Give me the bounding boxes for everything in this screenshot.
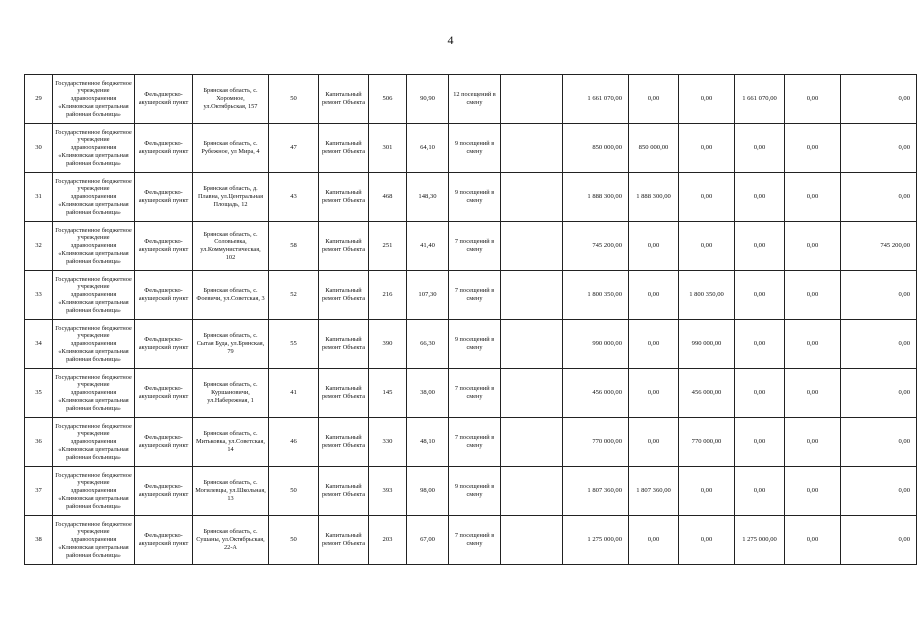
cell-year1: 0,00: [629, 222, 679, 271]
cell-col7: 330: [369, 418, 407, 467]
cell-col7: 145: [369, 369, 407, 418]
cell-col10: [501, 369, 563, 418]
cell-col5: 50: [269, 516, 319, 565]
cell-address: Брянская область, с. Соловьевка, ул.Коммунистическая, 102: [193, 222, 269, 271]
page-number: 4: [447, 33, 454, 47]
table-row: [25, 75, 917, 124]
cell-col7: 301: [369, 124, 407, 173]
cell-year4: 0,00: [785, 271, 841, 320]
cell-total: 770 000,00: [563, 418, 629, 467]
cell-col10: [501, 173, 563, 222]
cell-col5: 43: [269, 173, 319, 222]
cell-col10: [501, 467, 563, 516]
cell-row-number: 37: [25, 467, 53, 516]
cell-col7: 393: [369, 467, 407, 516]
cell-address: Брянская область, с. Могилевцы, ул.Школьная, 13: [193, 467, 269, 516]
cell-total: 990 000,00: [563, 320, 629, 369]
cell-work-type: Капитальный ремонт Объекта: [319, 516, 369, 565]
cell-col5: 55: [269, 320, 319, 369]
cell-row-number: 33: [25, 271, 53, 320]
cell-total: 1 275 000,00: [563, 516, 629, 565]
cell-year1: 0,00: [629, 418, 679, 467]
table-body: [25, 75, 917, 565]
cell-year4: 0,00: [785, 222, 841, 271]
cell-year5: 0,00: [841, 320, 917, 369]
cell-col8: 90,90: [407, 75, 449, 124]
cell-work-type: Капитальный ремонт Объекта: [319, 320, 369, 369]
table-row: [25, 222, 917, 271]
cell-capacity: 7 посещений в смену: [449, 418, 501, 467]
cell-total: 745 200,00: [563, 222, 629, 271]
cell-col7: 506: [369, 75, 407, 124]
table-row: [25, 418, 917, 467]
cell-col10: [501, 75, 563, 124]
cell-col10: [501, 418, 563, 467]
cell-total: 1 807 360,00: [563, 467, 629, 516]
cell-row-number: 38: [25, 516, 53, 565]
cell-institution: Государственное бюджетное учреждение здравоохранения «Климовская центральная районная больница»: [53, 124, 135, 173]
cell-col8: 107,30: [407, 271, 449, 320]
cell-address: Брянская область, с. Куршановичи, ул.Набережная, 1: [193, 369, 269, 418]
cell-object-type: Фельдшерско-акушерский пункт: [135, 222, 193, 271]
table-row: [25, 369, 917, 418]
cell-object-type: Фельдшерско-акушерский пункт: [135, 271, 193, 320]
cell-year4: 0,00: [785, 320, 841, 369]
cell-work-type: Капитальный ремонт Объекта: [319, 467, 369, 516]
cell-year4: 0,00: [785, 75, 841, 124]
cell-col10: [501, 124, 563, 173]
cell-year2: 456 000,00: [679, 369, 735, 418]
cell-year3: 0,00: [735, 369, 785, 418]
cell-col7: 203: [369, 516, 407, 565]
cell-year2: 0,00: [679, 467, 735, 516]
objects-table: [24, 74, 917, 565]
cell-year5: 0,00: [841, 516, 917, 565]
cell-work-type: Капитальный ремонт Объекта: [319, 369, 369, 418]
cell-col10: [501, 320, 563, 369]
cell-capacity: 12 посещений в смену: [449, 75, 501, 124]
cell-col8: 148,30: [407, 173, 449, 222]
cell-year5: 745 200,00: [841, 222, 917, 271]
cell-year2: 990 000,00: [679, 320, 735, 369]
cell-year5: 0,00: [841, 75, 917, 124]
cell-year5: 0,00: [841, 124, 917, 173]
cell-year4: 0,00: [785, 516, 841, 565]
cell-work-type: Капитальный ремонт Объекта: [319, 222, 369, 271]
cell-object-type: Фельдшерско-акушерский пункт: [135, 75, 193, 124]
cell-address: Брянская область, с. Хоромное, ул.Октябрьская, 157: [193, 75, 269, 124]
cell-institution: Государственное бюджетное учреждение здравоохранения «Климовская центральная районная больница»: [53, 467, 135, 516]
cell-year2: 0,00: [679, 222, 735, 271]
cell-year4: 0,00: [785, 418, 841, 467]
cell-address: Брянская область, д. Плавна, ул.Центральная Площадь, 12: [193, 173, 269, 222]
table-row: [25, 124, 917, 173]
cell-col8: 38,00: [407, 369, 449, 418]
cell-year3: 0,00: [735, 271, 785, 320]
cell-capacity: 9 посещений в смену: [449, 124, 501, 173]
cell-year5: 0,00: [841, 418, 917, 467]
cell-institution: Государственное бюджетное учреждение здравоохранения «Климовская центральная районная больница»: [53, 418, 135, 467]
cell-col7: 468: [369, 173, 407, 222]
cell-year5: 0,00: [841, 271, 917, 320]
cell-col5: 50: [269, 75, 319, 124]
cell-year3: 0,00: [735, 222, 785, 271]
cell-row-number: 34: [25, 320, 53, 369]
cell-col7: 216: [369, 271, 407, 320]
cell-work-type: Капитальный ремонт Объекта: [319, 271, 369, 320]
cell-capacity: 9 посещений в смену: [449, 320, 501, 369]
cell-year2: 0,00: [679, 124, 735, 173]
table-row: [25, 271, 917, 320]
cell-year2: 0,00: [679, 516, 735, 565]
cell-capacity: 7 посещений в смену: [449, 222, 501, 271]
cell-year2: 0,00: [679, 173, 735, 222]
table-row: [25, 173, 917, 222]
cell-row-number: 36: [25, 418, 53, 467]
cell-year5: 0,00: [841, 369, 917, 418]
cell-address: Брянская область, с. Фоевичи, ул.Советская, 3: [193, 271, 269, 320]
cell-capacity: 9 посещений в смену: [449, 467, 501, 516]
cell-year1: 0,00: [629, 516, 679, 565]
cell-address: Брянская область, с. Сушаны, ул.Октябрьская, 22-А: [193, 516, 269, 565]
cell-year1: 1 888 300,00: [629, 173, 679, 222]
cell-total: 1 888 300,00: [563, 173, 629, 222]
cell-col8: 66,30: [407, 320, 449, 369]
cell-capacity: 9 посещений в смену: [449, 173, 501, 222]
cell-total: 456 000,00: [563, 369, 629, 418]
cell-col5: 47: [269, 124, 319, 173]
cell-object-type: Фельдшерско-акушерский пункт: [135, 467, 193, 516]
cell-col5: 58: [269, 222, 319, 271]
cell-year3: 0,00: [735, 320, 785, 369]
cell-col8: 48,10: [407, 418, 449, 467]
cell-capacity: 7 посещений в смену: [449, 516, 501, 565]
cell-year1: 1 807 360,00: [629, 467, 679, 516]
cell-row-number: 30: [25, 124, 53, 173]
cell-year4: 0,00: [785, 467, 841, 516]
cell-object-type: Фельдшерско-акушерский пункт: [135, 369, 193, 418]
cell-year1: 0,00: [629, 271, 679, 320]
cell-object-type: Фельдшерско-акушерский пункт: [135, 516, 193, 565]
cell-year3: 0,00: [735, 124, 785, 173]
cell-col7: 251: [369, 222, 407, 271]
cell-work-type: Капитальный ремонт Объекта: [319, 124, 369, 173]
cell-year5: 0,00: [841, 173, 917, 222]
cell-year3: 0,00: [735, 418, 785, 467]
cell-year2: 770 000,00: [679, 418, 735, 467]
cell-year3: 1 661 070,00: [735, 75, 785, 124]
cell-row-number: 35: [25, 369, 53, 418]
cell-capacity: 7 посещений в смену: [449, 271, 501, 320]
cell-year1: 850 000,00: [629, 124, 679, 173]
table-row: [25, 516, 917, 565]
cell-total: 850 000,00: [563, 124, 629, 173]
cell-year1: 0,00: [629, 75, 679, 124]
cell-col10: [501, 271, 563, 320]
cell-col5: 50: [269, 467, 319, 516]
cell-institution: Государственное бюджетное учреждение здравоохранения «Климовская центральная районная больница»: [53, 75, 135, 124]
cell-col10: [501, 516, 563, 565]
cell-object-type: Фельдшерско-акушерский пункт: [135, 124, 193, 173]
cell-work-type: Капитальный ремонт Объекта: [319, 173, 369, 222]
cell-col10: [501, 222, 563, 271]
cell-row-number: 31: [25, 173, 53, 222]
cell-year4: 0,00: [785, 369, 841, 418]
cell-object-type: Фельдшерско-акушерский пункт: [135, 418, 193, 467]
cell-col8: 67,00: [407, 516, 449, 565]
cell-object-type: Фельдшерско-акушерский пункт: [135, 320, 193, 369]
cell-work-type: Капитальный ремонт Объекта: [319, 75, 369, 124]
cell-total: 1 800 350,00: [563, 271, 629, 320]
cell-institution: Государственное бюджетное учреждение здравоохранения «Климовская центральная районная больница»: [53, 222, 135, 271]
cell-total: 1 661 070,00: [563, 75, 629, 124]
cell-year1: 0,00: [629, 369, 679, 418]
cell-institution: Государственное бюджетное учреждение здравоохранения «Климовская центральная районная больница»: [53, 271, 135, 320]
table-row: [25, 467, 917, 516]
cell-col7: 390: [369, 320, 407, 369]
cell-object-type: Фельдшерско-акушерский пункт: [135, 173, 193, 222]
cell-col5: 52: [269, 271, 319, 320]
cell-row-number: 32: [25, 222, 53, 271]
cell-address: Брянская область, с. Сытая Буда, ул.Брянская, 79: [193, 320, 269, 369]
cell-address: Брянская область, с. Рубежное, ул Мира, 4: [193, 124, 269, 173]
cell-col8: 98,00: [407, 467, 449, 516]
cell-col8: 64,10: [407, 124, 449, 173]
cell-capacity: 7 посещений в смену: [449, 369, 501, 418]
cell-col5: 41: [269, 369, 319, 418]
cell-row-number: 29: [25, 75, 53, 124]
cell-work-type: Капитальный ремонт Объекта: [319, 418, 369, 467]
cell-year1: 0,00: [629, 320, 679, 369]
cell-institution: Государственное бюджетное учреждение здравоохранения «Климовская центральная районная больница»: [53, 516, 135, 565]
cell-institution: Государственное бюджетное учреждение здравоохранения «Климовская центральная районная больница»: [53, 173, 135, 222]
cell-year5: 0,00: [841, 467, 917, 516]
cell-year2: 0,00: [679, 75, 735, 124]
cell-col5: 46: [269, 418, 319, 467]
cell-year3: 0,00: [735, 467, 785, 516]
cell-institution: Государственное бюджетное учреждение здравоохранения «Климовская центральная районная больница»: [53, 369, 135, 418]
cell-col8: 41,40: [407, 222, 449, 271]
cell-year4: 0,00: [785, 124, 841, 173]
cell-institution: Государственное бюджетное учреждение здравоохранения «Климовская центральная районная больница»: [53, 320, 135, 369]
cell-address: Брянская область, с. Митьковка, ул.Советская, 14: [193, 418, 269, 467]
cell-year3: 1 275 000,00: [735, 516, 785, 565]
cell-year4: 0,00: [785, 173, 841, 222]
table-row: [25, 320, 917, 369]
cell-year3: 0,00: [735, 173, 785, 222]
cell-year2: 1 800 350,00: [679, 271, 735, 320]
